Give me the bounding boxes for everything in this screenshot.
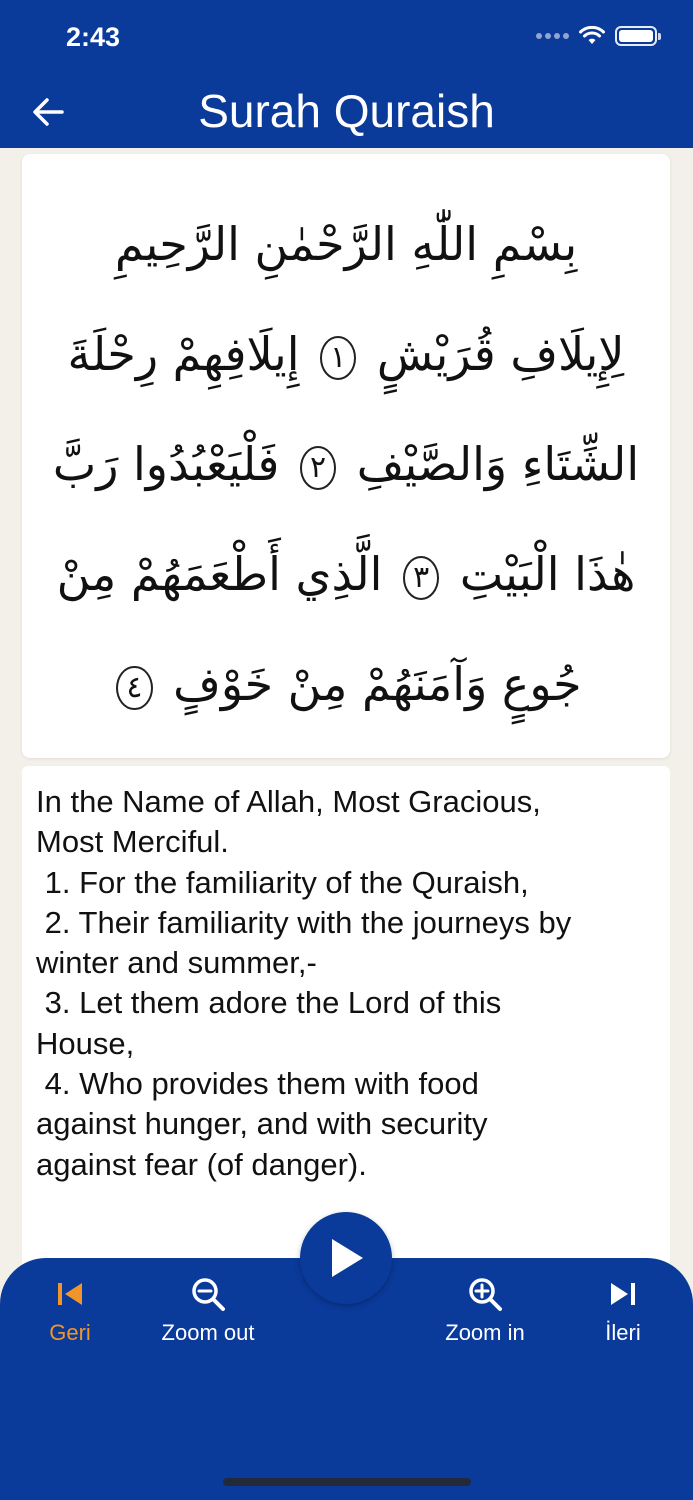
ayah-number-marker: ١ — [320, 336, 356, 380]
app-header — [0, 0, 693, 148]
ayah-number-marker: ٢ — [300, 446, 336, 490]
zoom-out-icon — [188, 1274, 228, 1314]
home-indicator[interactable] — [223, 1478, 471, 1486]
back-nav-label: Geri — [49, 1320, 91, 1345]
zoom-in-label: Zoom in — [445, 1320, 525, 1345]
wifi-icon — [579, 26, 605, 46]
arabic-bismillah: بِسْمِ اللّٰهِ الرَّحْمٰنِ الرَّحِيمِ — [114, 217, 578, 271]
back-nav-button[interactable] — [0, 1274, 140, 1346]
skip-previous-icon — [50, 1274, 90, 1314]
arabic-line-4: جُوعٍ وَآمَنَهُمْ مِنْ خَوْفٍ ٤ — [52, 644, 640, 754]
translation-text: In the Name of Allah, Most Gracious, Most Merciful. 1. For the familiarity of the Quraish, 2. Their familiarity with the journeys by winter and summer,- 3. Let them adore the Lord of this House, 4. Who provides them with food against hunger, and with security against fear (of danger). — [36, 784, 572, 1182]
arabic-line-2: الشِّتَاءِ وَالصَّيْفِ ٢ فَلْيَعْبُدُوا رَبَّ — [52, 437, 640, 491]
zoom-in-icon — [465, 1274, 505, 1314]
zoom-out-label: Zoom out — [161, 1320, 255, 1345]
play-button[interactable] — [300, 1212, 392, 1304]
next-nav-label: İleri — [605, 1320, 641, 1345]
status-icons — [536, 26, 657, 46]
ayah-number-marker: ٤ — [116, 666, 152, 710]
battery-icon — [615, 26, 657, 46]
ayah-number-marker: ٣ — [403, 556, 439, 600]
play-icon — [326, 1236, 366, 1280]
arabic-line-3: هٰذَا الْبَيْتِ ٣ الَّذِي أَطْعَمَهُمْ مِنْ — [56, 547, 636, 601]
page-title: Surah Quraish — [198, 85, 495, 137]
skip-next-icon — [603, 1274, 643, 1314]
arabic-line-1: لِإِيلَافِ قُرَيْشٍ ١ إِيلَافِهِمْ رِحْلَةَ — [67, 327, 625, 381]
status-time: 2:43 — [66, 22, 121, 52]
arabic-text-card — [22, 154, 670, 758]
zoom-in-button[interactable] — [415, 1274, 555, 1346]
zoom-out-button[interactable] — [138, 1274, 278, 1346]
next-nav-button[interactable] — [553, 1274, 693, 1346]
translation-card — [22, 766, 670, 1286]
cellular-signal-icon — [536, 33, 569, 39]
